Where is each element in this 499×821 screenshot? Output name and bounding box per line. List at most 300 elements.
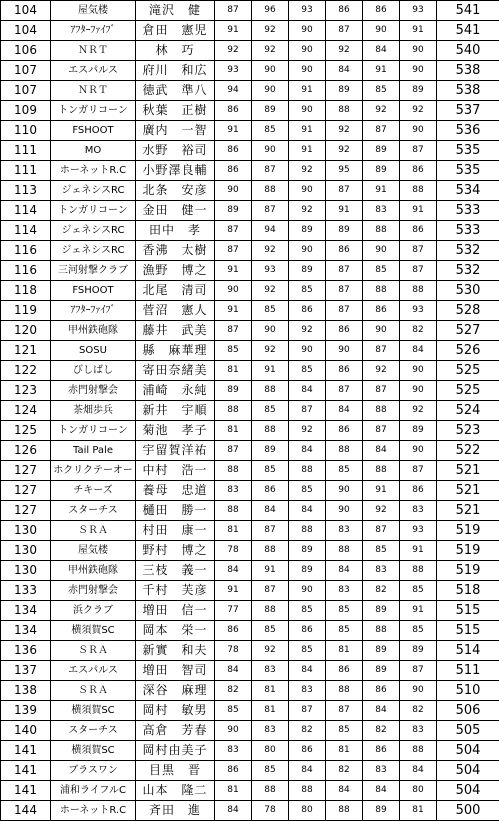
- table-row: [1, 241, 499, 261]
- series-score-cell: 89: [400, 421, 437, 441]
- shooter-name-cell: 三枝 義一: [136, 561, 215, 581]
- series-score-cell: 92: [289, 201, 326, 221]
- total-score-cell: 538: [437, 61, 499, 81]
- series-score-cell: 83: [326, 581, 363, 601]
- team-cell: ホーネットR.C: [51, 801, 136, 821]
- series-score-cell: 92: [400, 101, 437, 121]
- series-score-cell: 84: [326, 61, 363, 81]
- series-score-cell: 85: [252, 761, 289, 781]
- shooter-name-cell: 廣内 一智: [136, 121, 215, 141]
- table-row: [1, 361, 499, 381]
- series-score-cell: 91: [400, 601, 437, 621]
- series-score-cell: 90: [289, 41, 326, 61]
- series-score-cell: 85: [215, 341, 252, 361]
- team-cell: ｱﾌﾀｰﾌｧｲﾌﾞ: [51, 301, 136, 321]
- series-score-cell: 91: [215, 261, 252, 281]
- series-score-cell: 90: [326, 341, 363, 361]
- series-score-cell: 91: [289, 81, 326, 101]
- shooter-name-cell: 浦崎 永純: [136, 381, 215, 401]
- total-score-cell: 521: [437, 501, 499, 521]
- series-score-cell: 82: [400, 701, 437, 721]
- series-score-cell: 85: [289, 601, 326, 621]
- series-score-cell: 91: [400, 21, 437, 41]
- shooter-name-cell: 増田 信一: [136, 601, 215, 621]
- rank-cell: 141: [1, 741, 51, 761]
- series-score-cell: 90: [215, 721, 252, 741]
- shooter-name-cell: 北条 安彦: [136, 181, 215, 201]
- team-cell: ＮＲＴ: [51, 41, 136, 61]
- team-cell: 横須賀SC: [51, 741, 136, 761]
- series-score-cell: 81: [215, 421, 252, 441]
- series-score-cell: 80: [289, 801, 326, 821]
- series-score-cell: 92: [363, 361, 400, 381]
- series-score-cell: 90: [400, 61, 437, 81]
- table-row: [1, 601, 499, 621]
- series-score-cell: 92: [363, 501, 400, 521]
- series-score-cell: 85: [363, 261, 400, 281]
- series-score-cell: 88: [289, 521, 326, 541]
- series-score-cell: 87: [326, 281, 363, 301]
- shooter-name-cell: 増田 智司: [136, 661, 215, 681]
- series-score-cell: 87: [363, 341, 400, 361]
- series-score-cell: 88: [215, 501, 252, 521]
- series-score-cell: 86: [289, 301, 326, 321]
- series-score-cell: 78: [215, 641, 252, 661]
- series-score-cell: 93: [215, 61, 252, 81]
- series-score-cell: 89: [289, 221, 326, 241]
- rank-cell: 124: [1, 401, 51, 421]
- series-score-cell: 85: [252, 401, 289, 421]
- series-score-cell: 84: [252, 501, 289, 521]
- shooter-name-cell: 目黒 晋: [136, 761, 215, 781]
- table-row: [1, 721, 499, 741]
- shooter-name-cell: 岡本 栄一: [136, 621, 215, 641]
- series-score-cell: 87: [252, 201, 289, 221]
- total-score-cell: 510: [437, 681, 499, 701]
- series-score-cell: 87: [326, 181, 363, 201]
- rank-cell: 111: [1, 161, 51, 181]
- series-score-cell: 83: [326, 521, 363, 541]
- total-score-cell: 525: [437, 381, 499, 401]
- series-score-cell: 89: [400, 641, 437, 661]
- series-score-cell: 91: [400, 201, 437, 221]
- series-score-cell: 85: [252, 621, 289, 641]
- rank-cell: 114: [1, 201, 51, 221]
- total-score-cell: 535: [437, 161, 499, 181]
- series-score-cell: 84: [400, 761, 437, 781]
- series-score-cell: 81: [326, 741, 363, 761]
- table-row: [1, 521, 499, 541]
- table-row: [1, 41, 499, 61]
- team-cell: ＳＲＡ: [51, 681, 136, 701]
- series-score-cell: 84: [363, 41, 400, 61]
- rank-cell: 127: [1, 481, 51, 501]
- total-score-cell: 540: [437, 41, 499, 61]
- series-score-cell: 91: [289, 141, 326, 161]
- team-cell: エスパルス: [51, 661, 136, 681]
- table-row: [1, 801, 499, 821]
- shooter-name-cell: 水野 裕司: [136, 141, 215, 161]
- series-score-cell: 88: [400, 561, 437, 581]
- series-score-cell: 88: [363, 461, 400, 481]
- series-score-cell: 93: [400, 521, 437, 541]
- shooter-name-cell: 山本 隆二: [136, 781, 215, 801]
- series-score-cell: 83: [363, 201, 400, 221]
- shooter-name-cell: 深谷 麻理: [136, 681, 215, 701]
- shooter-name-cell: 北尾 清司: [136, 281, 215, 301]
- total-score-cell: 536: [437, 121, 499, 141]
- series-score-cell: 84: [363, 781, 400, 801]
- rank-cell: 125: [1, 421, 51, 441]
- rank-cell: 141: [1, 781, 51, 801]
- series-score-cell: 86: [289, 621, 326, 641]
- team-cell: 三河射撃クラブ: [51, 261, 136, 281]
- series-score-cell: 90: [326, 501, 363, 521]
- series-score-cell: 90: [215, 281, 252, 301]
- total-score-cell: 515: [437, 601, 499, 621]
- shooter-name-cell: 藤井 武美: [136, 321, 215, 341]
- series-score-cell: 84: [215, 801, 252, 821]
- series-score-cell: 88: [326, 441, 363, 461]
- shooter-name-cell: 菊池 孝子: [136, 421, 215, 441]
- series-score-cell: 86: [326, 361, 363, 381]
- series-score-cell: 90: [289, 341, 326, 361]
- series-score-cell: 80: [252, 741, 289, 761]
- series-score-cell: 84: [215, 661, 252, 681]
- team-cell: トンガリコーン: [51, 421, 136, 441]
- shooter-name-cell: 宇留賀洋祐: [136, 441, 215, 461]
- series-score-cell: 85: [252, 461, 289, 481]
- series-score-cell: 86: [215, 761, 252, 781]
- team-cell: ジェネシスRC: [51, 181, 136, 201]
- series-score-cell: 81: [400, 801, 437, 821]
- total-score-cell: 521: [437, 481, 499, 501]
- shooter-name-cell: 徳武 準八: [136, 81, 215, 101]
- shooter-name-cell: 樋田 勝一: [136, 501, 215, 521]
- total-score-cell: 537: [437, 101, 499, 121]
- shooter-name-cell: 中村 浩一: [136, 461, 215, 481]
- series-score-cell: 87: [215, 1, 252, 21]
- series-score-cell: 89: [363, 661, 400, 681]
- series-score-cell: 87: [252, 581, 289, 601]
- series-score-cell: 92: [215, 41, 252, 61]
- rank-cell: 127: [1, 461, 51, 481]
- rank-cell: 139: [1, 701, 51, 721]
- series-score-cell: 87: [400, 141, 437, 161]
- series-score-cell: 82: [400, 321, 437, 341]
- series-score-cell: 89: [289, 261, 326, 281]
- series-score-cell: 89: [252, 441, 289, 461]
- series-score-cell: 85: [289, 281, 326, 301]
- shooter-name-cell: 府川 和広: [136, 61, 215, 81]
- team-cell: Tail Pale: [51, 441, 136, 461]
- rank-cell: 130: [1, 561, 51, 581]
- series-score-cell: 92: [252, 241, 289, 261]
- series-score-cell: 92: [252, 341, 289, 361]
- series-score-cell: 87: [215, 441, 252, 461]
- series-score-cell: 92: [400, 401, 437, 421]
- series-score-cell: 80: [400, 781, 437, 801]
- series-score-cell: 90: [252, 321, 289, 341]
- series-score-cell: 85: [363, 541, 400, 561]
- table-row: [1, 781, 499, 801]
- table-row: [1, 161, 499, 181]
- team-cell: ジェネシスRC: [51, 221, 136, 241]
- series-score-cell: 86: [363, 741, 400, 761]
- series-score-cell: 89: [326, 81, 363, 101]
- series-score-cell: 92: [252, 41, 289, 61]
- series-score-cell: 87: [326, 701, 363, 721]
- table-row: [1, 561, 499, 581]
- series-score-cell: 93: [400, 301, 437, 321]
- rank-cell: 109: [1, 101, 51, 121]
- total-score-cell: 525: [437, 361, 499, 381]
- series-score-cell: 87: [363, 381, 400, 401]
- team-cell: 横須賀SC: [51, 621, 136, 641]
- table-row: [1, 441, 499, 461]
- series-score-cell: 84: [289, 761, 326, 781]
- series-score-cell: 82: [215, 681, 252, 701]
- series-score-cell: 86: [326, 661, 363, 681]
- series-score-cell: 88: [400, 741, 437, 761]
- series-score-cell: 88: [363, 221, 400, 241]
- rank-cell: 134: [1, 601, 51, 621]
- series-score-cell: 90: [289, 101, 326, 121]
- team-cell: ジェネシスRC: [51, 241, 136, 261]
- rank-cell: 134: [1, 621, 51, 641]
- series-score-cell: 91: [252, 361, 289, 381]
- series-score-cell: 82: [326, 761, 363, 781]
- shooter-name-cell: 新實 和夫: [136, 641, 215, 661]
- series-score-cell: 89: [363, 601, 400, 621]
- series-score-cell: 89: [363, 161, 400, 181]
- series-score-cell: 90: [400, 121, 437, 141]
- team-cell: ＮＲＴ: [51, 81, 136, 101]
- team-cell: びしばし: [51, 361, 136, 381]
- series-score-cell: 81: [215, 521, 252, 541]
- series-score-cell: 84: [326, 401, 363, 421]
- series-score-cell: 88: [326, 801, 363, 821]
- series-score-cell: 90: [326, 481, 363, 501]
- shooter-name-cell: 滝沢 健: [136, 1, 215, 21]
- series-score-cell: 87: [326, 381, 363, 401]
- table-row: [1, 621, 499, 641]
- series-score-cell: 88: [252, 421, 289, 441]
- series-score-cell: 90: [400, 381, 437, 401]
- series-score-cell: 88: [326, 541, 363, 561]
- series-score-cell: 83: [363, 761, 400, 781]
- team-cell: 屋気楼: [51, 541, 136, 561]
- table-row: [1, 1, 499, 21]
- series-score-cell: 86: [363, 681, 400, 701]
- shooter-name-cell: 養母 忠道: [136, 481, 215, 501]
- series-score-cell: 94: [215, 81, 252, 101]
- series-score-cell: 81: [252, 701, 289, 721]
- series-score-cell: 90: [400, 361, 437, 381]
- series-score-cell: 86: [326, 421, 363, 441]
- series-score-cell: 93: [289, 1, 326, 21]
- series-score-cell: 88: [215, 401, 252, 421]
- series-score-cell: 84: [289, 441, 326, 461]
- series-score-cell: 86: [326, 1, 363, 21]
- total-score-cell: 524: [437, 401, 499, 421]
- table-row: [1, 381, 499, 401]
- series-score-cell: 87: [326, 21, 363, 41]
- series-score-cell: 92: [289, 161, 326, 181]
- total-score-cell: 528: [437, 301, 499, 321]
- team-cell: FSHOOT: [51, 281, 136, 301]
- series-score-cell: 89: [289, 561, 326, 581]
- rank-cell: 116: [1, 241, 51, 261]
- series-score-cell: 83: [400, 721, 437, 741]
- series-score-cell: 84: [215, 561, 252, 581]
- series-score-cell: 91: [363, 61, 400, 81]
- series-score-cell: 87: [400, 261, 437, 281]
- series-score-cell: 86: [326, 321, 363, 341]
- series-score-cell: 84: [326, 781, 363, 801]
- table-row: [1, 421, 499, 441]
- series-score-cell: 84: [363, 441, 400, 461]
- rank-cell: 119: [1, 301, 51, 321]
- series-score-cell: 89: [363, 801, 400, 821]
- shooter-name-cell: 村田 康一: [136, 521, 215, 541]
- series-score-cell: 92: [326, 41, 363, 61]
- series-score-cell: 92: [289, 321, 326, 341]
- shooter-name-cell: 縣 麻華理: [136, 341, 215, 361]
- rank-cell: 107: [1, 81, 51, 101]
- series-score-cell: 96: [252, 1, 289, 21]
- series-score-cell: 88: [215, 461, 252, 481]
- rank-cell: 137: [1, 661, 51, 681]
- series-score-cell: 84: [326, 561, 363, 581]
- series-score-cell: 86: [252, 481, 289, 501]
- series-score-cell: 89: [326, 221, 363, 241]
- series-score-cell: 85: [289, 361, 326, 381]
- series-score-cell: 91: [400, 541, 437, 561]
- table-row: [1, 761, 499, 781]
- team-cell: ｱﾌﾀｰﾌｧｲﾌﾞ: [51, 21, 136, 41]
- team-cell: スターチス: [51, 501, 136, 521]
- table-row: [1, 661, 499, 681]
- series-score-cell: 88: [363, 621, 400, 641]
- series-score-cell: 82: [289, 721, 326, 741]
- series-score-cell: 84: [363, 701, 400, 721]
- series-score-cell: 81: [252, 681, 289, 701]
- series-score-cell: 87: [400, 241, 437, 261]
- total-score-cell: 521: [437, 461, 499, 481]
- table-row: [1, 341, 499, 361]
- rank-cell: 122: [1, 361, 51, 381]
- series-score-cell: 87: [400, 661, 437, 681]
- series-score-cell: 87: [215, 221, 252, 241]
- series-score-cell: 88: [252, 781, 289, 801]
- series-score-cell: 85: [400, 581, 437, 601]
- team-cell: ホーネットR.C: [51, 161, 136, 181]
- rank-cell: 144: [1, 801, 51, 821]
- table-row: [1, 681, 499, 701]
- shooter-name-cell: 斉田 進: [136, 801, 215, 821]
- series-score-cell: 82: [363, 721, 400, 741]
- series-score-cell: 83: [400, 501, 437, 521]
- series-score-cell: 85: [363, 81, 400, 101]
- series-score-cell: 84: [289, 501, 326, 521]
- series-score-cell: 90: [363, 21, 400, 41]
- series-score-cell: 90: [252, 141, 289, 161]
- series-score-cell: 88: [363, 281, 400, 301]
- team-cell: 赤門射撃会: [51, 381, 136, 401]
- series-score-cell: 91: [215, 121, 252, 141]
- rank-cell: 120: [1, 321, 51, 341]
- rank-cell: 138: [1, 681, 51, 701]
- team-cell: 赤門射撃会: [51, 581, 136, 601]
- series-score-cell: 90: [400, 681, 437, 701]
- team-cell: SOSU: [51, 341, 136, 361]
- series-score-cell: 83: [252, 661, 289, 681]
- table-row: [1, 141, 499, 161]
- team-cell: スターチス: [51, 721, 136, 741]
- series-score-cell: 87: [289, 701, 326, 721]
- table-row: [1, 701, 499, 721]
- total-score-cell: 519: [437, 561, 499, 581]
- series-score-cell: 87: [363, 521, 400, 541]
- total-score-cell: 518: [437, 581, 499, 601]
- series-score-cell: 88: [400, 181, 437, 201]
- series-score-cell: 87: [326, 261, 363, 281]
- total-score-cell: 505: [437, 721, 499, 741]
- series-score-cell: 95: [326, 161, 363, 181]
- rank-cell: 114: [1, 221, 51, 241]
- rank-cell: 133: [1, 581, 51, 601]
- series-score-cell: 91: [363, 181, 400, 201]
- series-score-cell: 90: [400, 41, 437, 61]
- total-score-cell: 511: [437, 661, 499, 681]
- table-row: [1, 221, 499, 241]
- series-score-cell: 90: [252, 81, 289, 101]
- series-score-cell: 86: [400, 221, 437, 241]
- series-score-cell: 92: [289, 421, 326, 441]
- series-score-cell: 88: [363, 401, 400, 421]
- table-row: [1, 741, 499, 761]
- series-score-cell: 85: [252, 121, 289, 141]
- table-row: [1, 281, 499, 301]
- series-score-cell: 86: [289, 741, 326, 761]
- table-row: [1, 581, 499, 601]
- shooter-name-cell: 野村 博之: [136, 541, 215, 561]
- rank-cell: 118: [1, 281, 51, 301]
- team-cell: 浦和ライフルC: [51, 781, 136, 801]
- team-cell: 甲州鉄砲隊: [51, 561, 136, 581]
- series-score-cell: 88: [252, 541, 289, 561]
- series-score-cell: 89: [252, 101, 289, 121]
- total-score-cell: 515: [437, 621, 499, 641]
- series-score-cell: 89: [363, 641, 400, 661]
- team-cell: 屋気楼: [51, 1, 136, 21]
- rank-cell: 107: [1, 61, 51, 81]
- table-row: [1, 541, 499, 561]
- series-score-cell: 93: [252, 261, 289, 281]
- series-score-cell: 82: [363, 581, 400, 601]
- total-score-cell: 504: [437, 761, 499, 781]
- rank-cell: 121: [1, 341, 51, 361]
- series-score-cell: 86: [400, 481, 437, 501]
- series-score-cell: 90: [289, 61, 326, 81]
- total-score-cell: 504: [437, 741, 499, 761]
- series-score-cell: 90: [289, 581, 326, 601]
- total-score-cell: 500: [437, 801, 499, 821]
- shooter-name-cell: 新井 宇順: [136, 401, 215, 421]
- shooter-name-cell: 千村 芙彦: [136, 581, 215, 601]
- table-row: [1, 21, 499, 41]
